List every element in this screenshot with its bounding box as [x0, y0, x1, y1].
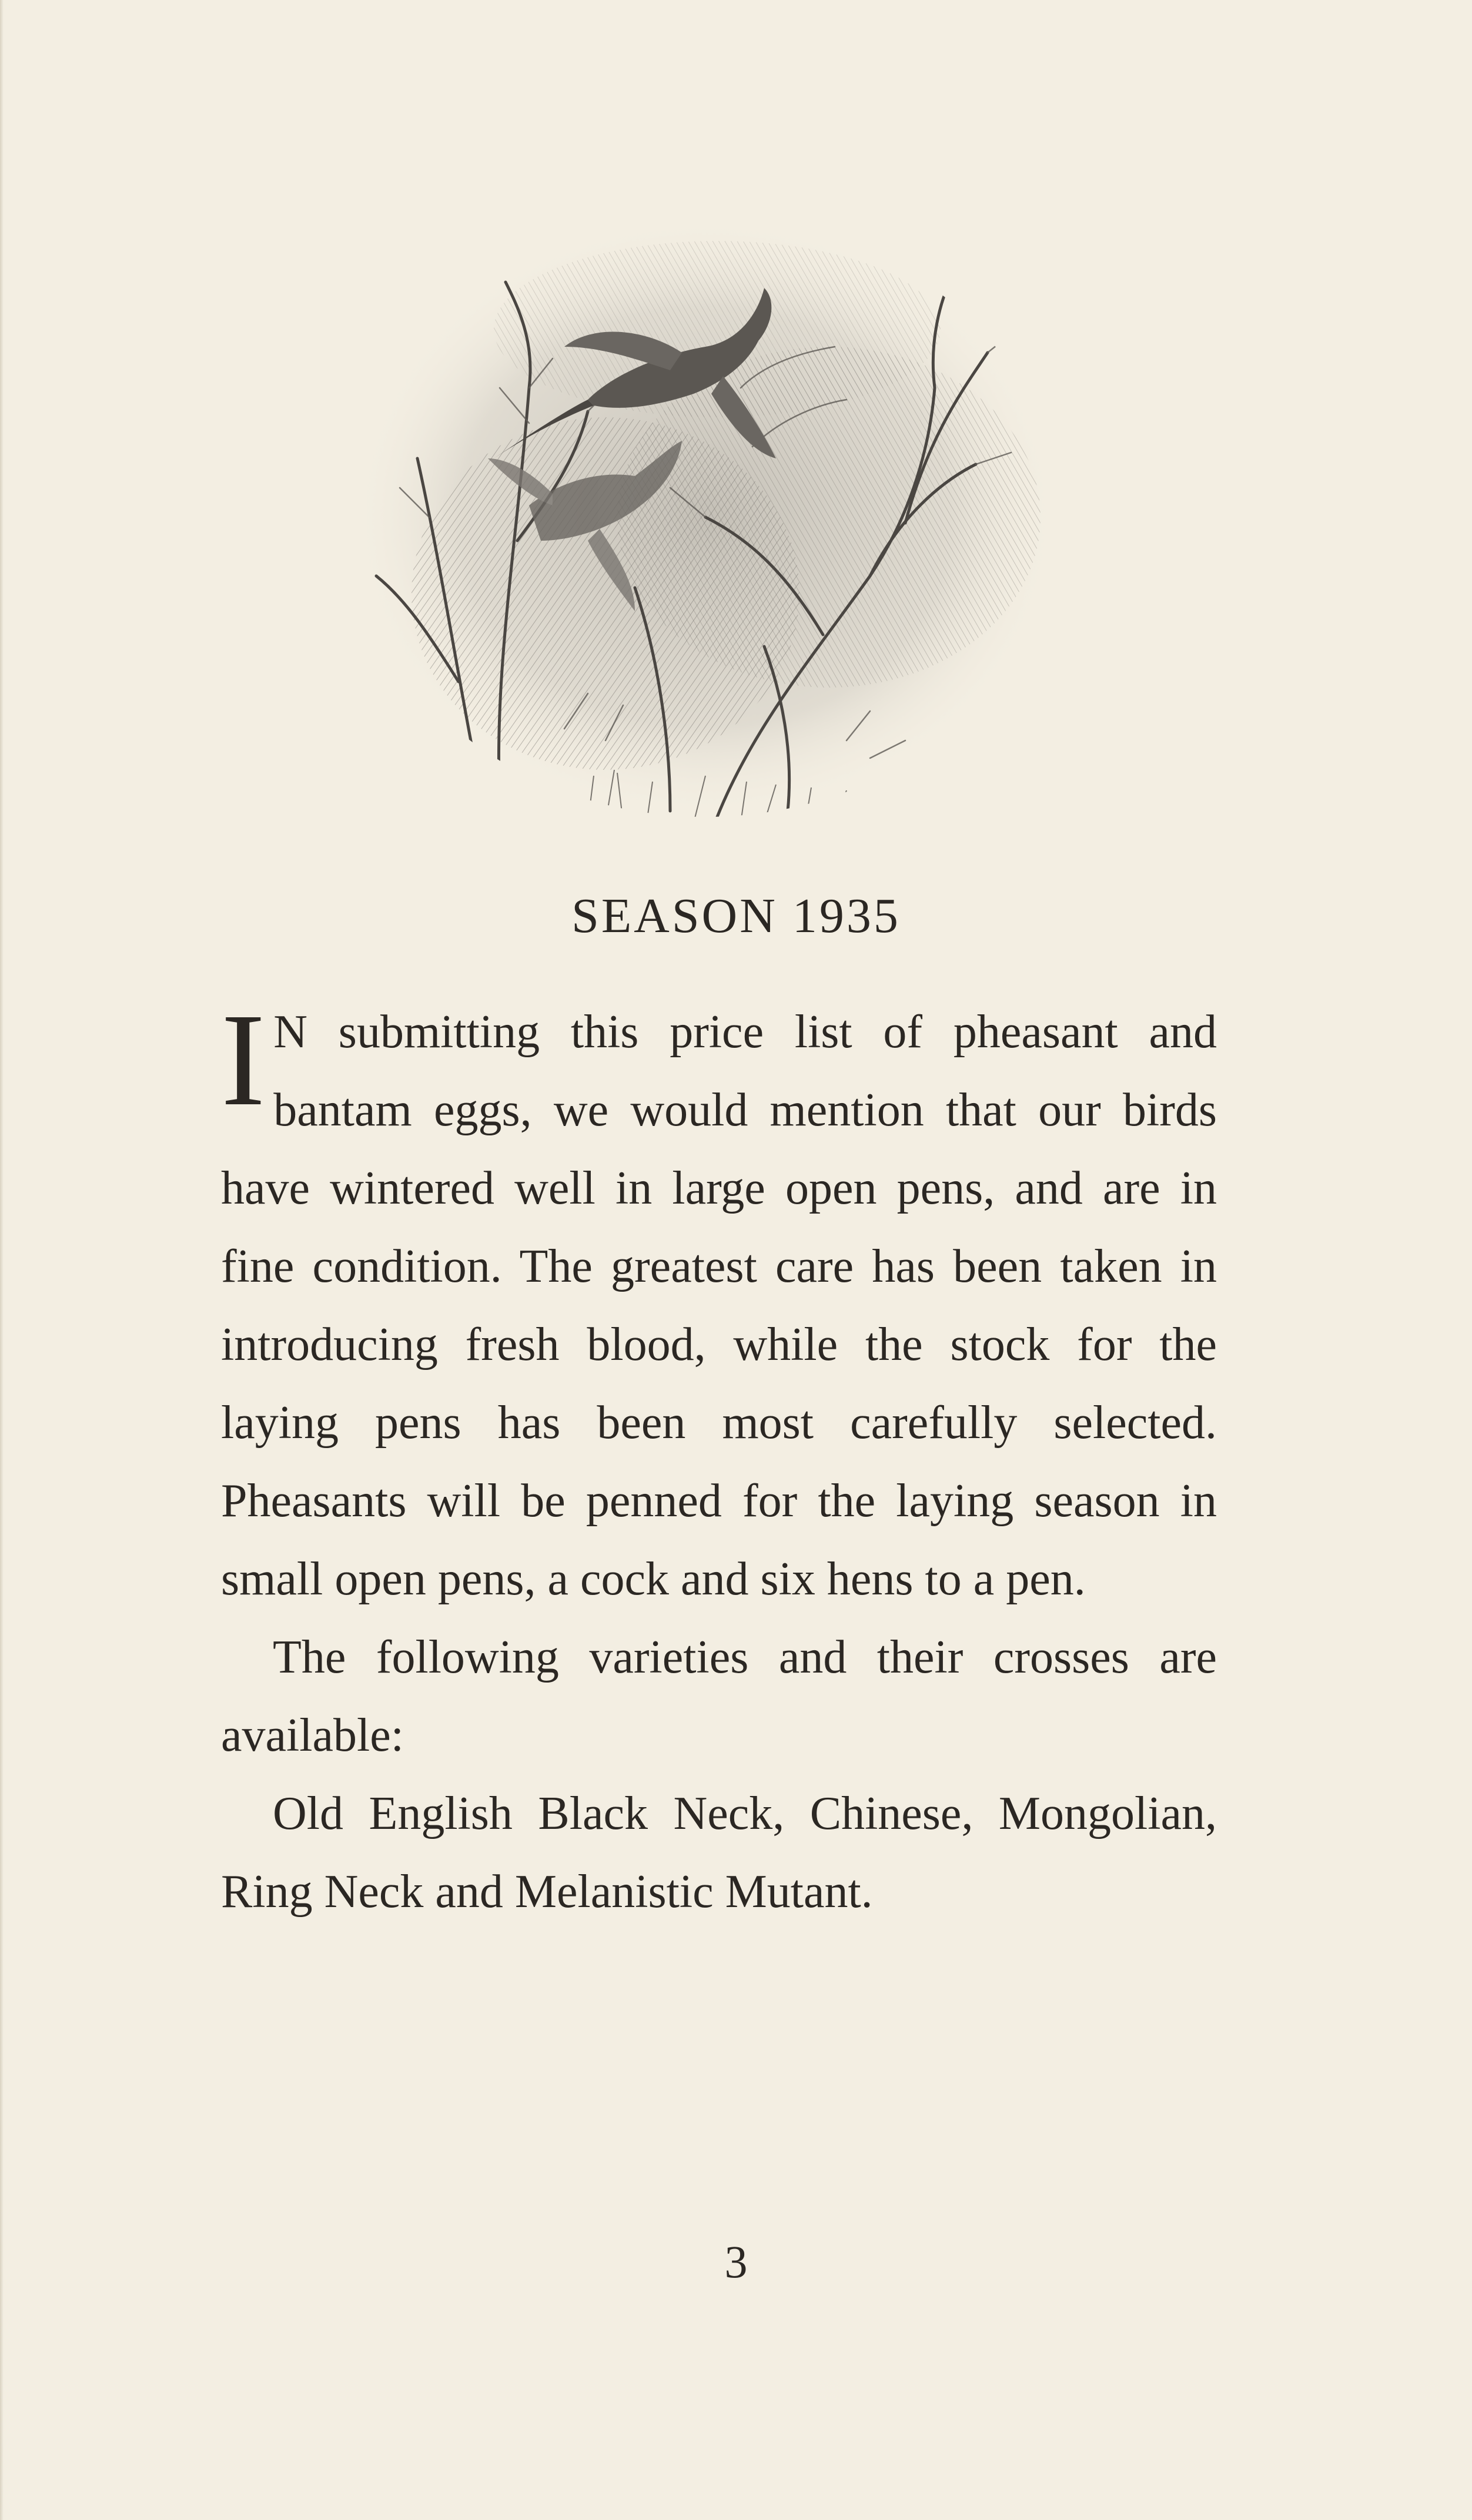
page-number: 3: [724, 2236, 748, 2287]
illustration-drawing: [341, 212, 1070, 835]
drop-cap: I: [221, 986, 266, 1133]
varieties-intro-paragraph: The following varieties and their crosses are available:: [221, 1631, 1217, 1761]
intro-paragraph-text: N submitting this price list of pheasant and bantam eggs, we would mention that our birds have wintered well in large open pens, and are in fine condition. The greatest care has been taken in introducing fresh blood, while the stock for the laying pens has been most carefully selected. Pheasants will be penned for the laying season in small open pens, a cock and six hens to a pen.: [221, 1006, 1217, 1605]
intro-paragraph: [221, 986, 1217, 1618]
body-text: [221, 986, 1217, 1931]
page-binding-edge: [0, 0, 4, 2520]
pheasant-illustration: [341, 212, 1070, 835]
page-heading: SEASON 1935: [571, 889, 901, 943]
varieties-list-paragraph: Old English Black Neck, Chinese, Mongolian, Ring Neck and Melanistic Mutant.: [221, 1788, 1217, 1918]
